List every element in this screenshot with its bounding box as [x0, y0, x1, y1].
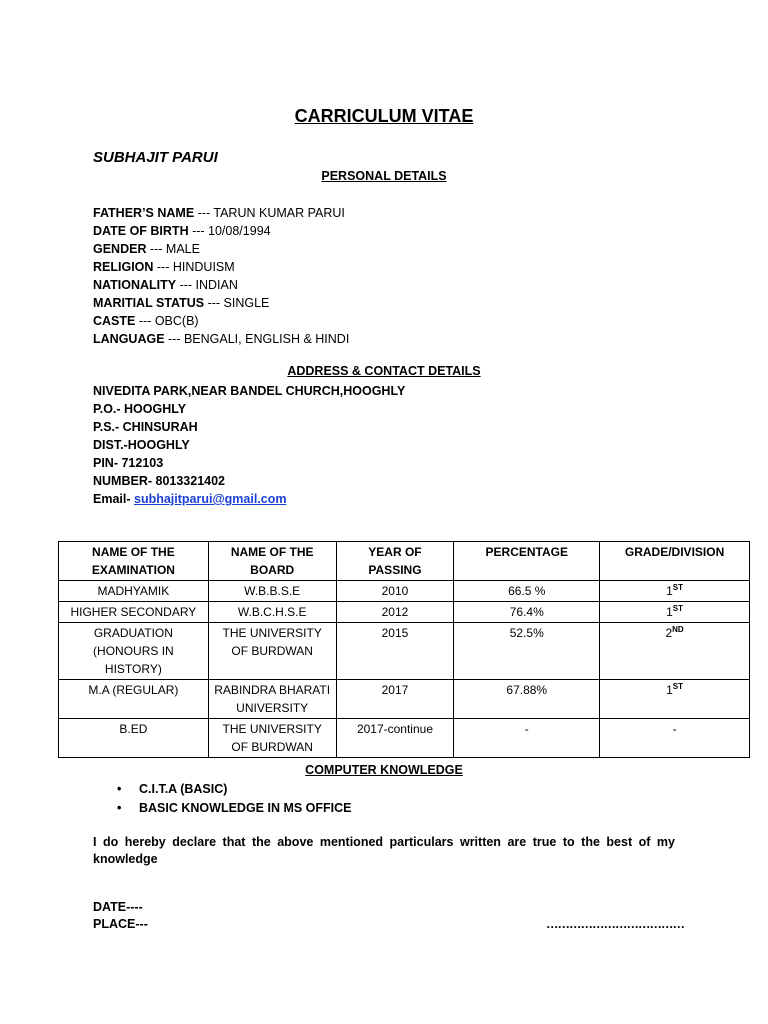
personal-details-list — [93, 204, 349, 348]
personal-row: NATIONALITY --- INDIAN — [93, 278, 238, 292]
computer-skills-list — [117, 780, 352, 818]
table-row — [59, 680, 750, 719]
cell-year: 2010 — [336, 581, 454, 602]
candidate-name: SUBHAJIT PARUI — [93, 149, 218, 166]
cell-board: THE UNIVERSITY OF BURDWAN — [208, 623, 336, 680]
cell-grade: 2ND — [600, 623, 750, 680]
cell-exam: MADHYAMIK — [59, 581, 209, 602]
list-item: • C.I.T.A (BASIC) — [117, 780, 352, 799]
table-row — [59, 719, 750, 758]
cell-exam: GRADUATION (HONOURS IN HISTORY) — [59, 623, 209, 680]
cell-grade: 1ST — [600, 581, 750, 602]
personal-row: CASTE --- OBC(B) — [93, 314, 199, 328]
computer-knowledge-heading: COMPUTER KNOWLEDGE — [305, 763, 463, 777]
cell-exam: B.ED — [59, 719, 209, 758]
cell-board: THE UNIVERSITY OF BURDWAN — [208, 719, 336, 758]
address-line: NIVEDITA PARK,NEAR BANDEL CHURCH,HOOGHLY — [93, 384, 406, 398]
address-line: P.O.- HOOGHLY — [93, 402, 187, 416]
header-year: YEAR OF PASSING — [336, 542, 454, 581]
cell-year: 2015 — [336, 623, 454, 680]
address-heading: ADDRESS & CONTACT DETAILS — [287, 364, 481, 378]
cell-grade: 1ST — [600, 680, 750, 719]
email-line — [93, 490, 405, 508]
header-grade: GRADE/DIVISION — [600, 542, 750, 581]
cell-exam: HIGHER SECONDARY — [59, 602, 209, 623]
cell-percentage: 52.5% — [454, 623, 600, 680]
signature-line: ……………………………… — [546, 917, 684, 931]
document-title: CARRICULUM VITAE — [294, 106, 474, 126]
cell-percentage: - — [454, 719, 600, 758]
table-row — [59, 581, 750, 602]
table-row — [59, 623, 750, 680]
cell-grade: 1ST — [600, 602, 750, 623]
list-item: • BASIC KNOWLEDGE IN MS OFFICE — [117, 799, 352, 818]
address-line: NUMBER- 8013321402 — [93, 474, 226, 488]
personal-row: MARITIAL STATUS --- SINGLE — [93, 296, 270, 310]
table-row — [59, 602, 750, 623]
cell-year: 2017 — [336, 680, 454, 719]
address-line: DIST.-HOOGHLY — [93, 438, 190, 452]
address-line: PIN- 712103 — [93, 456, 164, 470]
personal-row: FATHER’S NAME --- TARUN KUMAR PARUI — [93, 206, 345, 220]
cell-percentage: 67.88% — [454, 680, 600, 719]
personal-row: DATE OF BIRTH --- 10/08/1994 — [93, 224, 271, 238]
cell-percentage: 76.4% — [454, 602, 600, 623]
place-line: PLACE--- — [93, 917, 148, 931]
cell-year: 2017-continue — [336, 719, 454, 758]
personal-row: RELIGION --- HINDUISM — [93, 260, 235, 274]
cell-board: W.B.B.S.E — [208, 581, 336, 602]
header-board: NAME OF THE BOARD — [208, 542, 336, 581]
cell-percentage: 66.5 % — [454, 581, 600, 602]
education-table — [58, 541, 750, 758]
email-link[interactable]: subhajitparui@gmail.com — [134, 492, 287, 506]
declaration-text: I do hereby declare that the above mentioned particulars written are true to the best of my knowledge — [93, 835, 675, 866]
personal-row: LANGUAGE --- BENGALI, ENGLISH & HINDI — [93, 332, 350, 346]
address-list — [93, 382, 405, 508]
address-line: P.S.- CHINSURAH — [93, 420, 198, 434]
personal-details-heading: PERSONAL DETAILS — [321, 169, 447, 183]
cell-grade: - — [600, 719, 750, 758]
table-header-row — [59, 542, 750, 581]
cell-board: W.B.C.H.S.E — [208, 602, 336, 623]
cell-year: 2012 — [336, 602, 454, 623]
personal-row: GENDER --- MALE — [93, 242, 200, 256]
email-label: Email- — [93, 492, 134, 506]
header-percentage: PERCENTAGE — [454, 542, 600, 581]
cell-exam: M.A (REGULAR) — [59, 680, 209, 719]
cell-board: RABINDRA BHARATI UNIVERSITY — [208, 680, 336, 719]
header-exam: NAME OF THE EXAMINATION — [59, 542, 209, 581]
date-line: DATE---- — [93, 900, 143, 914]
